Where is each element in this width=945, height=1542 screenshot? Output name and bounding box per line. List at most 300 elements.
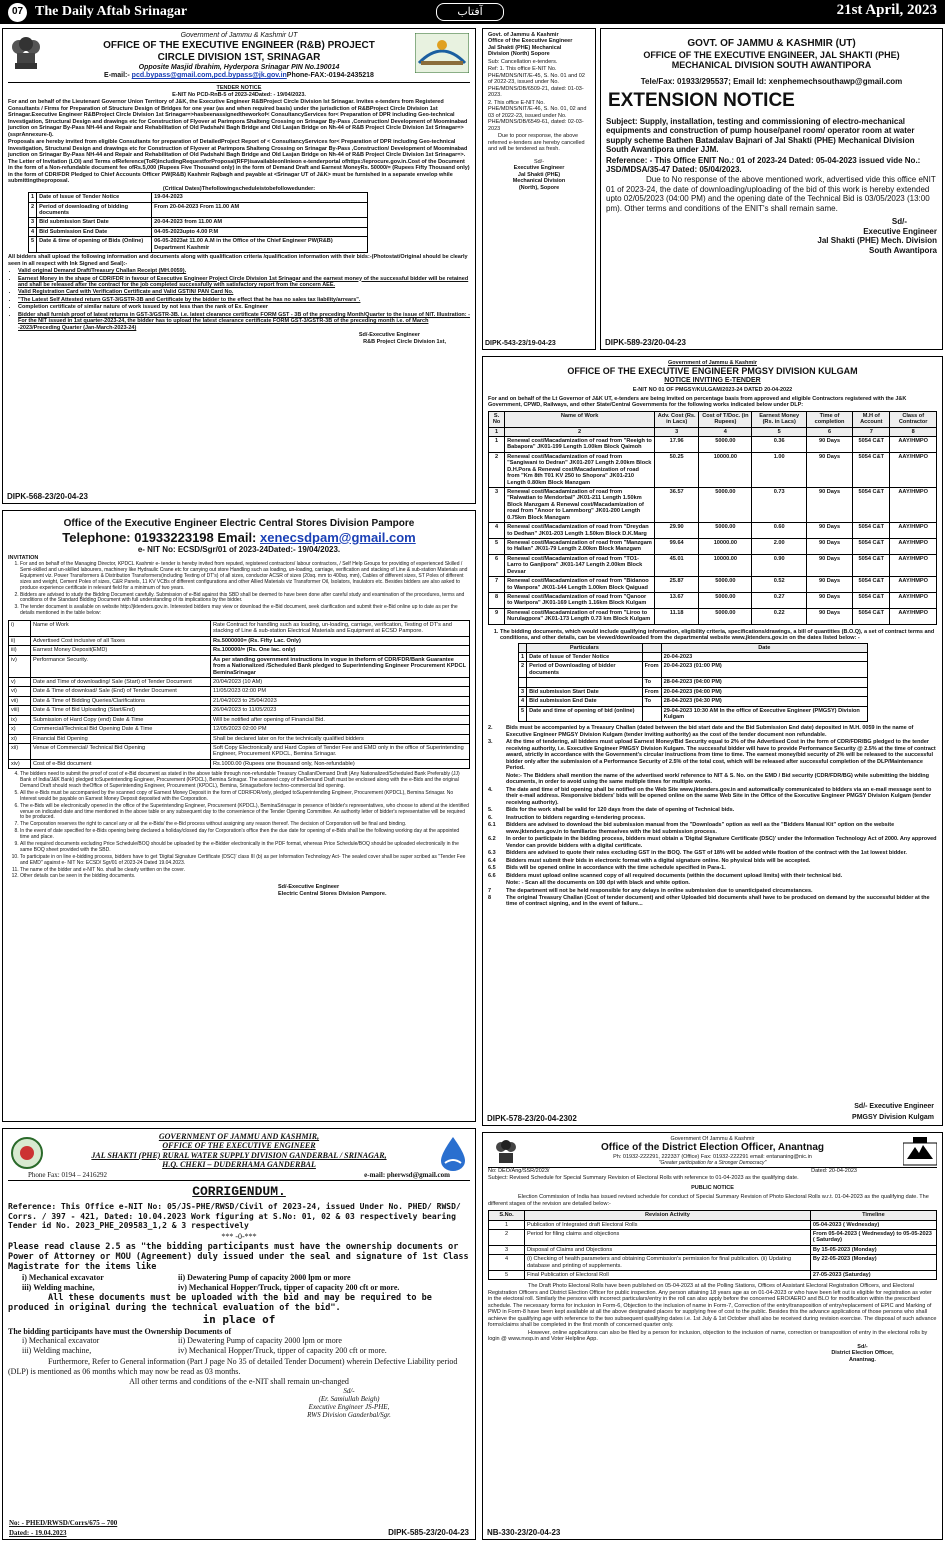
signature-2: Electric Central Stores Division Pampore. [278, 890, 387, 897]
office-line: Office of the Executive Engineer [488, 38, 573, 45]
table-cell: 20-04-2023 [661, 653, 867, 662]
letter-number: No: - PHED/RWSD/Corrs/675 – 700 [9, 1518, 118, 1527]
table-cell: 5054 C&T [853, 577, 890, 593]
item-number: 8 [488, 895, 492, 901]
intro-text: Election Commission of India has issued revised schedule for conduct of Special Summary Revision of Photo Electoral Rolls w.r.t. 01-04-2023 as the qualifying date. The different stages of the revision are detailed below:- [488, 1194, 929, 1207]
item-number: 6.3 [488, 850, 496, 857]
gov-line: Government of Jammu & Kashmir UT [180, 32, 298, 39]
office-address: Opposite Masjid Ibrahim, Hyderpora Srinagar PIN No.190014 [138, 63, 340, 71]
list-item: 8. In the event of date specified for e-Bids opening being declared a holiday/closed day for Corporation's office then the due date for opening of e-Bids shall be the following working day at the appointed time and place. [20, 829, 470, 841]
cell-value: 19-04-2023 [152, 193, 368, 202]
ad-rnb-project-circle [2, 28, 476, 504]
cell-value: 11/05/2023 02:00 PM [211, 687, 470, 696]
table-row [9, 655, 470, 677]
column-header: S. No [489, 411, 505, 427]
cell-number: 1 [489, 1220, 525, 1229]
cell-label: Date & Time of Bid Uploading (Start/End) [31, 706, 211, 715]
table-cell: 20-04-2023 (01:00 PM) [661, 662, 867, 678]
ownership-line: The bidding participants have must the Ownership Documents of [8, 1327, 232, 1336]
list-item [488, 880, 937, 886]
table-cell: Renewal cost/Macadamization of road from "Reeigh to Babapora" JK01-199 Length 1.00km Block Qaimoh [505, 437, 655, 453]
gov-line: Government Of Jammu & Kashmir [670, 1136, 755, 1142]
table-cell: Bid submission End Date [527, 697, 642, 706]
table-cell: 0.22 [752, 608, 806, 624]
table-cell: 5054 C&T [853, 554, 890, 576]
table-row [519, 662, 868, 678]
emblem-icon [493, 1137, 519, 1167]
table-cell: 7 [489, 577, 505, 593]
item-text: At the time of tendering, all bidders must upload Earnest Money/Bid Security equal to 2% of the Advertised Cost in the form of CDR/FDR/BG pledged to the tender receiving authority, i.e. Executive Engineer PMGSY Division Kulgam. The successful bidder will have to provide Performance Security @ 2.5% at the time of contract award, strictly in accordance with the Government's circular instructions from time to time. The earnest money/bid security of 2% will be released to the successful bidder only after the submission of a Performance Security of 2.5% of the total cost, which will be released after successful completion of the DLP/Maintenance Period. [506, 739, 936, 772]
office-title: Office of the District Election Officer, Anantnag [601, 1142, 824, 1154]
signature-1: Sd/-Executive Engineer [278, 884, 340, 891]
signature-1: Sd/-Executive Engineer [358, 332, 420, 339]
dept-line: Jal Shakti (PHE) Mechanical [488, 44, 562, 51]
table-cell: 2 [489, 452, 505, 487]
table-row [9, 696, 470, 705]
list-item [488, 815, 937, 821]
cell-label: Bid submission Start Date [37, 218, 152, 227]
table-cell: 0.52 [752, 577, 806, 593]
table-row [29, 202, 368, 218]
corrigendum-title: CORRIGENDUM. [192, 1184, 286, 1199]
table-row [489, 488, 937, 523]
item-number: 6. [488, 814, 493, 821]
column-header: Date [661, 643, 867, 652]
table-row [9, 734, 470, 743]
revision-schedule-table: S.No. Revision Activity Timeline 1 Publication of Integrated draft Electoral Rolls 05-04-2023 ( Wednesday) 2 Period for filing claims and objections From 05-04-2023 ( Wednesday) to 05-05-2023 ( Saturday) 3 Disposal of Claims and Objections By 15-05-2023 (Monday) 4 (i) Checking of health parameters and obtaining Commission's permission for final publication. (ii) Updating database and printing of supplements. By 22-05-2023 (Monday) 5 Final Publication of Electoral Roll 27-05-2023 (Saturday) [488, 1210, 937, 1280]
cell-value: 26/04/2023 to 11/05/2023 [211, 706, 470, 715]
cell-number: xii) [9, 743, 31, 759]
contact-row [8, 1170, 470, 1181]
ad-extension-notice [600, 28, 943, 350]
column-number: 5 [752, 427, 806, 436]
table-row [519, 697, 868, 706]
table-cell: Renewal cost/Macadamization of road from "Liroo to Nurulagpora" JK01-173 Length 0.73 km Block Kulgam [505, 608, 655, 624]
cell-value: 20-04-2023 from 11.00 AM [152, 218, 368, 227]
table-cell: Bid submission Start Date [527, 687, 642, 696]
email[interactable]: e-mail: pherwsd@gmail.com [364, 1170, 450, 1179]
subject: Subject: Supply, installation, testing and commissioning of electro-mechanical equipments and construction of pump house/panel room/ operator room at water supply scheme Bathen Batadalav Bajnari of Jal Shakti (PHE) Mechanical Division South Awantipora under JJM. [606, 116, 915, 155]
table-row [9, 646, 470, 655]
item-text: Bids for the work shall be valid for 120 days from the date of opening of Technical bids. [506, 807, 735, 814]
list-item: • Bidder shall furnish proof of latest returns in GST-3/GSTR-3B. i.e. latest clearance certificate FORM GST - 3B of the preceding Month/Quarter to the issue of NIT. Illustration: - For the NIT issued in 1st quarter-2023-24, the bidder has to upload the latest clearance certificate FORM GST-3/GSTR-3B of the preceding month i.e. of March -2023/Preceding Quarter (Jan-March-2023-24) [18, 312, 470, 331]
ad-ref: NB-330-23/20-04-23 [487, 1527, 561, 1537]
cell-value: 06-05-2023at 11.00 A.M in the Office of the Chief Engineer PW(R&B) Department Kashmir [152, 237, 368, 253]
column-number: 8 [890, 427, 937, 436]
table-cell: 1.00 [752, 452, 806, 487]
column-number: 1 [489, 427, 505, 436]
table-cell: 50.25 [655, 452, 699, 487]
table-cell: AAY/HMPO [890, 452, 937, 487]
table-row [489, 608, 937, 624]
item-4b: iv) Mechanical Hopper/Truck, tipper of capacity 200 cft or more. [178, 1345, 387, 1355]
item-number: 7 [488, 887, 492, 894]
column-header: Earnest Money (Rs. in Lacs) [752, 411, 806, 427]
cell-label: Date & time of opening of Bids (Online) [37, 237, 152, 253]
read-clause: Please read clause 2.5 as "the bidding participants must have the ownership documents or Power of Attorney or MOU (Agreement) duly issued under the seal and signature of 1st Class Magistrate for the items like [8, 1242, 469, 1273]
table-cell: 90 Days [806, 437, 852, 453]
further-text: Furthermore, Refer to General information (Part J page No 35 of detailed Tender Document) wherein Defective Liability period (DLP) is mentioned as 06 months which may now be read as 03 months. [8, 1357, 458, 1376]
table-row [489, 577, 937, 593]
cell-label: Date & Time of Bidding Queries/Clarifications [31, 696, 211, 705]
list-item: 12. Other details can be seen in the bidding documents. [20, 874, 470, 880]
item-text: Note:- The Bidders shall mention the name of the advertised work/ reference to NIT & S. No. on the EMD / Bid security (CDR/FDR/BG) while submitting the bidding documents, in order to avoid using the same multiple times for multiple works. [506, 772, 929, 786]
critical-dates-table [28, 192, 368, 253]
sd-label: Sd/- [343, 1386, 355, 1395]
list-item [488, 850, 937, 856]
contact-line: Ph: 01932-222291, 222337 (Office) Fax: 01932-222291 email: entananing@nic.in [613, 1154, 812, 1161]
item-text: Note: - Scan all the documents on 100 dpi with black and white option. [506, 880, 690, 887]
table-cell: Period of Downloading of bidder documents [527, 662, 642, 678]
table-cell: AAY/HMPO [890, 523, 937, 539]
item-text: The date and time of bid opening shall be notified on the Web Site www.jktenders.gov.in and automatically communicated to bidders via an e-mail message sent to their e-mail address. Responsive bidders' bids will be opened online on the same Web Site in the Office of the Executive Engineer PMGSY Division Kulgam (tender receiving authority). [506, 786, 932, 806]
table-cell [642, 653, 661, 662]
table-cell [527, 678, 642, 687]
table-cell: AAY/HMPO [890, 437, 937, 453]
table-row [489, 1220, 937, 1229]
signature-2: PMGSY Division Kulgam [852, 1113, 934, 1121]
table-cell: 8 [489, 592, 505, 608]
table-row [519, 706, 868, 722]
table-row [489, 538, 937, 554]
table-row [9, 636, 470, 645]
table-cell: 0.90 [752, 554, 806, 576]
table-row [489, 452, 937, 487]
signatory-1: Executive Engineer [863, 226, 937, 236]
table-cell: 5 [519, 706, 527, 722]
table-row [519, 687, 868, 696]
intro-text: For and on behalf of the Lt Governor of J&K UT, e-tenders are being invited on percentage basis from approved and eligible Contractors registered with the J&K Government, CPWD, Railways, and other State/Central Governments for the following works indicated below under DLP: [488, 395, 907, 409]
item-text: Bidders must upload online scanned copy of all required documents (within the document upload limits) with their technical bid. [506, 872, 843, 879]
table-cell: Renewal cost/Macadamization of road from "Manzgam to Hallan" JK01-79 Length 2.00km Block Manzgam [505, 538, 655, 554]
column-header [642, 643, 661, 652]
signatory-1: (Er. Samiullah Beigh) [318, 1394, 380, 1403]
list-item: • Earnest Money in the shape of CDR/FDR in favour of Executive Engineer Project Circle Division 1st Srinagar and the earnest money of the successful bidder will be retained and shall be released after the contract for the job completed successfully with satisfactory report from the concern AEE. [18, 276, 470, 289]
table-cell: 0.73 [752, 488, 806, 523]
cell-label: Financial Bid Opening [31, 734, 211, 743]
reference: Reference: - This Office ENIT No.: 01 of 2023-24 Dated: 05-04-2023 issued vide No.: JSD/MDSA/35-47 Dated: 05/04/2023. [606, 155, 921, 175]
table-cell: Date of Issue of Tender Notice [527, 653, 642, 662]
reference-1: Ref: 1. This office E-NIT No. PHE/MDNS/NIT/E-45, S. No. 01 and 02 of 2022-23, issued under No. PHE/MDNS/DB/6509-21, dated: 01-03-2023. [488, 66, 585, 99]
table-cell: 10000.00 [699, 554, 752, 576]
reference-2: 2. This office E-NIT No. PHE/MDNS/NIT/E-46, S. No. 01, 02 and 03 of 2022-23, issued under No. PHE/MDNS/DB/6549-61, dated: 02-03-2023 [488, 99, 587, 132]
jal-shakti-logo-icon [437, 1135, 469, 1171]
table-cell: Date and time of opening of bid (online) [527, 706, 642, 722]
notice-title: NOTICE INVITING E-TENDER [664, 377, 761, 385]
table-cell: 9 [489, 608, 505, 624]
item-number: 6.6 [488, 872, 496, 879]
office-title: OFFICE OF THE EXECUTIVE ENGINEER [162, 1141, 316, 1151]
cell-value: Soft Copy Electronically and Hard Copies of Tender Fee and EMD only in the office of Superintending Engineer, Procurement KPDCL, Bemina Srinagar. [211, 743, 470, 759]
cell-value: 12/05/2023 02:00 PM [211, 725, 470, 734]
intro-list: 1. For and on behalf of the Managing Director, KPDCL Kashmir e- tender is hereby invited from reputed, registered contractors/ labour contractors, / Self Help Groups for providing of experienced Skilled / Semi-skilled and un-skilled labourers, machinery like Hydraulic Crane etc for carrying out store Handling such as loading, un-loading, carriage, verification and stacking of Line & sub-station Materials and Equipment viz. Power Transformers & Distribution Transformers(including Testing of DT's) of all sizes, conductor ACSR of sizes (20sq. mm to 400sq. mm), Cables of different sizes, ST Poles of different sizes and weight, Cement Poles of sizes, C&R Panels, 11 KV VCBs of different configurations and other Allied Materials viz Transformer Oil, Isolators, Insulators etc. Besides bidders are also asked to produce experience certificate in relevant field for a minimum of two years. 2. Bidders are advised to study the Bidding Document carefully. Submission of e-Bid against this SBD shall be deemed to have been done after careful study and examination of the procedures, terms and conditions of the Standard Bidding Document with full understanding of its implications by the bidder. 3. The tender document is available on website http://jktenders.gov.in. Interested bidders may view or download the e-Bid document, seek clarification and submit their e-Bid online up to date as per the details mentioned in the table below: [20, 562, 470, 617]
item-number: 6.2 [488, 836, 496, 843]
item-3b: iii) Welding machine, [22, 1345, 92, 1355]
dates-table [518, 643, 868, 723]
body-text: Due to No response of the above mentioned work, advertised vide this office eNIT 01 of 2023-24, the date of downloading/uploading of the bid of this work is hereby extended upto 02/05/2023 (04:00 PM) and the opening date of the Technical Bid is 03/05/2023 (13:00 pm). Other terms and conditions of the ENIT's shall remain same. [606, 175, 936, 213]
table-cell: From [642, 687, 661, 696]
body-para-2: However, online applications can also be filed by a person for inclusion, objection to the inclusion of name, correction or transposition of entry in the electoral rolls by login @ www.nvsp.in and Voter Helpline App. [488, 1329, 928, 1343]
nit-number: E-NIT No PCD-RnB-5 of 2023-24Dated: - 19/04/2023. [172, 91, 306, 98]
table-cell: 3 [519, 687, 527, 696]
signatory-3: RWS Division Ganderbal/Sgr. [307, 1411, 391, 1420]
item-text: Bids must be accompanied by a Treasury Challan (dated between the bid start date and the Bid Submission End date) deposited in M.H. 0059 in the name of Executive Engineer PMGSY Division Kulgam (tender inviting authority) as the cost of the tender document non refundable. [506, 725, 914, 738]
schedule-table [8, 620, 470, 769]
list-item: 9. All the required documents excluding Price Schedule/BOQ should be uploaded by the e-Bidder electronically in the PDF format, whereas Price Schedule/BOQ should be uploaded electronically in the same BOQ sheet provided with the SBD. [20, 842, 470, 854]
table-cell: 28-04-2023 (04:00 PM) [661, 678, 867, 687]
item-text: Instruction to bidders regarding e-tendering process. [506, 814, 646, 821]
table-cell [642, 706, 661, 722]
list-item [488, 787, 937, 806]
gov-title: GOVERNMENT OF JAMMU AND KASHMIR, [158, 1132, 320, 1141]
reference: Reference: This Office e-NIT No: 05/JS-PHE/RWSD/Civil of 2023-24, issued Under No. PHED/ RWSD/ Corrs. / 397 - 421, Dated: 10.04.2023 Work figuring at S.No: 01, 02 & 03 respectively bearing Tender id No. 2023_PHE_209583_1,2 & 3 respectively [8, 1202, 461, 1231]
cell-timeline: 05-04-2023 ( Wednesday) [810, 1220, 936, 1229]
table-cell: 99.64 [655, 538, 699, 554]
table-cell: 0.27 [752, 592, 806, 608]
table-cell: 90 Days [806, 554, 852, 576]
cell-label: Date of Issue of Tender Notice [37, 193, 152, 202]
column-number: 3 [655, 427, 699, 436]
ad-ref: DIPK-543-23/19-04-23 [485, 339, 556, 347]
cell-timeline: From 05-04-2023 ( Wednesday) to 05-05-2023 ( Saturday) [810, 1229, 936, 1245]
table-row [519, 678, 868, 687]
cell-number: 1 [29, 193, 37, 202]
table-row [489, 523, 937, 539]
table-cell [519, 678, 527, 687]
item-1b: i) Mechanical excavator [22, 1336, 100, 1346]
item-text: The original Treasury Challan (Cost of tender document) and other Uploaded bid documents shall have to be produced on demand by the successful bidder at the time of contract signing, and in the event of failure... [506, 895, 930, 908]
table-cell: AAY/HMPO [890, 554, 937, 576]
fax: Phone Fax: 0194 – 2416292 [28, 1170, 107, 1179]
cell-activity: (i) Checking of health parameters and obtaining Commission's permission for final publication. (ii) Updating database and printing of supplements. [525, 1255, 811, 1271]
cell-number: viii) [9, 706, 31, 715]
table-row [489, 1245, 937, 1254]
nit-number: e- NIT No: ECSD/Sgr/01 of 2023-24Dated:- 19/04/2023. [137, 545, 341, 555]
table-cell: 5000.00 [699, 577, 752, 593]
cell-activity: Period for filing claims and objections [525, 1229, 811, 1245]
cell-number: ix) [9, 715, 31, 724]
conditions-list [20, 772, 470, 880]
cell-value: 21/04/2023 to 25/04/2023 [211, 696, 470, 705]
mid-text: All these documents must be uploaded with the bid and may be required to be produced in original during the technical evaluation of the bid". [8, 1293, 432, 1314]
table-cell: AAY/HMPO [890, 592, 937, 608]
list-item [488, 865, 937, 871]
table-row [519, 653, 868, 662]
column-number: 4 [699, 427, 752, 436]
cell-value: Rs.100000/= (Rs. One lac. only) [211, 646, 470, 655]
column-header [519, 643, 527, 652]
masthead [0, 0, 945, 24]
in-place-of: in place of [202, 1313, 276, 1327]
jk-emblem-icon [9, 33, 43, 73]
column-number: 2 [505, 427, 655, 436]
item-number: 6.4 [488, 857, 496, 864]
separator: *** -0-*** [221, 1231, 257, 1241]
list-item: 5. All the e-Bids must be accompanied by the scanned copy of Earnest Money Deposit in the form of CDR/FDR/only, pledged toSuperintending Engineer, Procurement (KPDCL), Bemina Srinagar. No Interest would be payable on Earnest Money Deposit deposited with the Corporation. [20, 791, 470, 803]
item-number: 5. [488, 807, 493, 814]
table-cell: 90 Days [806, 608, 852, 624]
cell-label: Commercial/Technical Bid Opening Date & Time [31, 725, 211, 734]
cell-label: Venue of Commercial/ Technical Bid Opening [31, 743, 211, 759]
rnb-logo-icon [415, 33, 469, 73]
cell-timeline: By 22-05-2023 (Monday) [810, 1255, 936, 1271]
slogan: "Greater participation for a Stronger Democracy" [488, 1161, 937, 1168]
table-cell: 20-04-2023 (04:00 PM) [661, 687, 867, 696]
table-cell: 1 [489, 437, 505, 453]
table-row [29, 193, 368, 202]
contact-line: E-mail:- pcd.bypass@gmail.com,pcd.bypass@jk.gov.inPhone-FAX:-0194-2435218 [104, 72, 374, 80]
subject: Sub: Cancellation e-tenders. [488, 58, 558, 65]
table-row [29, 218, 368, 227]
cell-label: Submission of Hard Copy (end) Date & Time [31, 715, 211, 724]
table-cell: 28-04-2023 (04:30 PM) [661, 697, 867, 706]
table-cell: To [642, 678, 661, 687]
cell-value: Rs.5000000= (Rs. Fifty Lac. Only) [211, 636, 470, 645]
cell-value: As per standing government instructions in vogue in theform of CDR/FDR/Bank Guarantee from a Nationalized /Scheduled Bank pledged to Superintending Engineer Procurement KPDCL BeminaSrinagar [211, 655, 470, 677]
cell-value: Rs.1000.00 (Rupees one thousand only, Non-refundable) [211, 759, 470, 768]
list-item [488, 773, 937, 786]
jk-emblem-icon [11, 1135, 43, 1171]
list-item: 4. The bidders need to submit the proof of cost of e-Bid document as stated in the above table through non-refundable Treasury Challan/Demand Draft (Any Nationalized/Scheduled Bank Preferably (JJ) Bank of India/J&K Bank) pledged toSuperintending Engineer, Procurement (KPDCL), Bemina Srinagar. The scanned copy of theDemand Draft must be enclosed along with the e-Bids and the original Demand Draft should reach theOffice of Superintending Engineer, Procurement (KPDCL), Bemina, Srinagarbefore techno-commercial bid opening. [20, 772, 470, 790]
office-title: OFFICE OF THE EXECUTIVE ENGINEER (R&B) PROJECT [103, 40, 375, 52]
ad-electric-stores [2, 510, 476, 1122]
table-row [9, 687, 470, 696]
cell-number: iii) [9, 646, 31, 655]
nit-number: E-NIT NO 01 OF PMGSY/KULGAM/2023-24 DATED 20-04-2022 [632, 387, 793, 394]
gov-title: GOVT. OF JAMMU & KASHMIR (UT) [687, 38, 856, 49]
other-terms: All other terms and conditions of the e-NIT shall remain un-changed [129, 1377, 349, 1387]
cell-timeline: 27-05-2023 (Saturday) [810, 1271, 936, 1280]
notice-title: TENDER NOTICE [216, 85, 262, 92]
table-row [9, 678, 470, 687]
list-item [488, 739, 937, 771]
table-row [9, 725, 470, 734]
table-cell: AAY/HMPO [890, 577, 937, 593]
table-cell: 13.67 [655, 592, 699, 608]
cell-activity: Disposal of Claims and Objections [525, 1245, 811, 1254]
cell-number: vi) [9, 687, 31, 696]
table-row [9, 706, 470, 715]
list-item [488, 858, 937, 864]
signatory-4: (North), Sopore [518, 184, 560, 191]
table-cell: 5 [489, 538, 505, 554]
cell-number: 3 [489, 1245, 525, 1254]
signatory-3: South Awantipora [869, 245, 937, 255]
item-4: iv) Mechanical Hopper/Truck, tipper of capacity 200 cft or more. [178, 1282, 400, 1292]
cell-value: From 20-04-2023 From 11.00 AM [152, 202, 368, 218]
table-cell: 4 [489, 523, 505, 539]
sd-label: Sd/- [533, 158, 545, 165]
table-cell: 90 Days [806, 592, 852, 608]
cell-number: xiv) [9, 759, 31, 768]
contact-line: Tele/Fax: 01933/295537; Email Id: xenphemechsouthawp@gmail.com [640, 77, 903, 87]
item-text: Bidders are advised to download the bid submission manual from the "Downloads" option as well as the "Bidders Manual Kit" option on the website www.jktenders.gov.in to familiarize themselves with the bid submission process. [506, 822, 895, 835]
table-cell: 36.57 [655, 488, 699, 523]
table-cell: Renewal cost/Macadamization of road from "Dreydan to Dedhan" JK01-203 Length 1.50km Block D.K.Marg [505, 523, 655, 539]
table-cell: To [642, 697, 661, 706]
table-cell: 2.00 [752, 538, 806, 554]
item-2b: ii) Dewatering Pump of capacity 2000 lpm or more [178, 1336, 342, 1346]
table-cell: 5054 C&T [853, 488, 890, 523]
para-2: Proposals are hereby invited from eligible Consultants for preparation of DetailedProject Report of < ConsultancyServices for< Preparation of DPR including Geo-technical Investigation, Structural Design and drawings etc for Construction of Flyover at Parimpora Shalteng Crossing on Srinagar By-Pass ,Construction/ Development of Moominabad junction on Srinagar By-Pass NH-44 and Repair and Rehabilitation of Old Padshahi Bagh Bridge and Old Lasjan Bridge on Nh-44 of R&B Project Circle Division 1st Srinagar=>. The Letter of Invitation (LOI) and Terms ofReference(ToR)includingRequestforProposal(RFP)isavailableonlinieon e-tenderportal ofhttps://eprocure.gov.in.Cost of the Document in the form of a Non-refundable document fee ofRs.5,000 (Rupees Five Thousand only) in the form of Demand Draft and Earnest MoneyRs. 50000/= (Rupees Fifty Thousand only) in the form of CDR/FDR Pledged to Chief Accounts Officer PW(R&B) Kashmir Rajbagh and payable at <Srinagar UT of J&K> must be furnished in a separate envelop while submittingtheproposal. [8, 139, 470, 185]
table-cell: 25.87 [655, 577, 699, 593]
table-cell: 3 [489, 488, 505, 523]
body-para-1: The Draft Photo Electoral Rolls have been published on 05-04-2023 at all the Polling Stations, Offices of Assistant Electoral Registration Officers, and Electoral Registration Officers and District Election Officer for public inspection. Any person attaining 18 years age as on 01-04-2023 or who have been left out is eligible for registration as voter in the electoral roll. Similarly the persons with incorrect particulars/entry in the roll can also apply before the concerned ERO/AERO and BLO for modification within the prescribed schedule. The necessary forms for inclusion in Form-6, Objection to the inclusion of name in Form-7, Correction of the entry/transposition of entry/replacement of EPIC and Marking of PWD in Form-8 have been kept available at all the above designated places for supplying free of cost to the public. Besides this the advance applications of those persons who shall achieve the qualifying age with reference to the two subsequent qualifying dates i.e. 1st July & 1st October shall also be received during revision exercise. The disposal of such advance forms/claims shall be completed in the first month of concerned quarter only. [488, 1283, 937, 1329]
table-row [29, 227, 368, 236]
election-commission-logo-icon [903, 1137, 937, 1167]
email-link[interactable]: xenecsdpam@gmail.com [260, 529, 416, 545]
item-number: 6.1 [488, 822, 496, 829]
table-row [9, 621, 470, 637]
letter-date: Dated: - 19.04.2023 [9, 1528, 67, 1537]
instructions-list [488, 725, 937, 908]
item-number: 4. [488, 786, 493, 793]
table-cell: 90 Days [806, 488, 852, 523]
cell-value: Will be notified after opening of Financial Bid. [211, 715, 470, 724]
signature-2: R&B Project Circle Division 1st, [363, 338, 446, 345]
document-checklist [18, 268, 470, 331]
cell-label: Cost of e-Bid document [31, 759, 211, 768]
signatory-2: Jal Shakti (PHE) Mech. Division [817, 236, 937, 246]
cell-number: 5 [489, 1271, 525, 1280]
table-cell: 29.90 [655, 523, 699, 539]
table-cell: 5054 C&T [853, 608, 890, 624]
signatory-2: Anantnag. [849, 1356, 876, 1363]
cell-activity: Final Publication of Electoral Roll [525, 1271, 811, 1280]
after-table-text: All bidders shall upload the following information and documents along with qualification criteria /qualification information with their bids:-(Photostat/Original should be clearly seen in all respect with Ink Signed and Seal):- [8, 254, 468, 267]
list-item: 11. The name of the bidder and e-NIT No. shall be clearly written on the cover. [20, 868, 470, 874]
ad-jal-shakti-sopore [482, 28, 596, 350]
table-cell: 5000.00 [699, 488, 752, 523]
table-cell: 4 [519, 697, 527, 706]
sd-label: Sd/- [857, 1343, 868, 1350]
works-table [488, 411, 937, 625]
table-cell: 90 Days [806, 538, 852, 554]
email-link[interactable]: pcd.bypass@gmail.com,pcd.bypass@jk.gov.in [131, 72, 287, 80]
notice-title: PUBLIC NOTICE [691, 1184, 734, 1191]
office-title: OFFICE OF THE EXECUTIVE ENGINEER, JAL SHAKTI (PHE) [643, 49, 900, 60]
item-number: 3. [488, 739, 493, 746]
list-item [488, 725, 937, 738]
column-number: 7 [853, 427, 890, 436]
item-text: Bidders are advised to quote their rates excluding GST in the BOQ. The GST of 18% will be added while fixation of the contract with the 1st lowest bidder. [506, 850, 907, 857]
table-cell: Renewal cost/Macadamization of road from "Ralwatian to Mendorbal" JK01-211 Length 1.50km Block Manzgam & Renewal cost/Macadamization of road from "Anoor to Lammborg" JK01-200 Length 0.75km Block Manzgam [505, 488, 655, 523]
cell-label: Date and Time of downloading/ Sale (Start) of Tender Document [31, 678, 211, 687]
subject: Subject: Revised Schedule for Special Summary Revision of Electoral Rolls with reference to 01-04-2023 as the qualifying date. [488, 1175, 799, 1182]
division-title: JAL SHAKTI (PHE) RURAL WATER SUPPLY DIVISION GANDERBAL / SRINAGAR, [91, 1150, 387, 1160]
table-cell: Renewal cost/Macadamization of road from "Bidanoo to Wanpora" JK01-144 Length 1.00km Block Qaiguad [505, 577, 655, 593]
list-item: • "The Latest Self Attested return GST-3/GSTR-3B and Certificate by the bidder to the effect that he has no sales tax liability/arrears". [18, 297, 470, 303]
table-row [489, 1271, 937, 1280]
table-cell: 6 [489, 554, 505, 576]
table-row [9, 743, 470, 759]
table-row [489, 437, 937, 453]
list-item: • Valid original Demand Draft/Treasury Challan Receipt (MH.0059). [18, 268, 470, 274]
para-1: 1. The bidding documents, which would include qualifying information, eligibility criteria, specifications/drawings, a bill of quantities (B.O.Q), a set of contract terms and conditions, and other details, can be viewed/downloaded from the departmental website www.jktenders.gov.in on the dates listed below: - [500, 629, 937, 642]
cell-number: ii) [9, 636, 31, 645]
item-number: 2. [488, 725, 493, 732]
table-cell: Renewal cost/Macadamization of road from "Sangiwani to Dedran" JK01-207 Length 2.00km Block D.H.Pora & Renewal cost/Macadamization of road from "Km 8th T01 KV 250 to Shopora" JK01-210 Length 0.80km Block Manzgam [505, 452, 655, 487]
item-2: ii) Dewatering Pump of capacity 2000 lpm or more [178, 1273, 351, 1283]
column-header: Time of completion [806, 411, 852, 427]
table-cell: 5054 C&T [853, 437, 890, 453]
division-line: Division (North) Sopore [488, 51, 550, 58]
list-item [488, 873, 937, 879]
invitation-label: INVITATION [8, 554, 39, 561]
cell-value: Rate Contract for handling such as loading, un-loading, carriage, verification, Testing of DT's and stacking of Line & sub-station Electrical Materials and Equipment at ECSD Pampore. [211, 621, 470, 637]
table-row [29, 237, 368, 253]
table-row [489, 1255, 937, 1271]
